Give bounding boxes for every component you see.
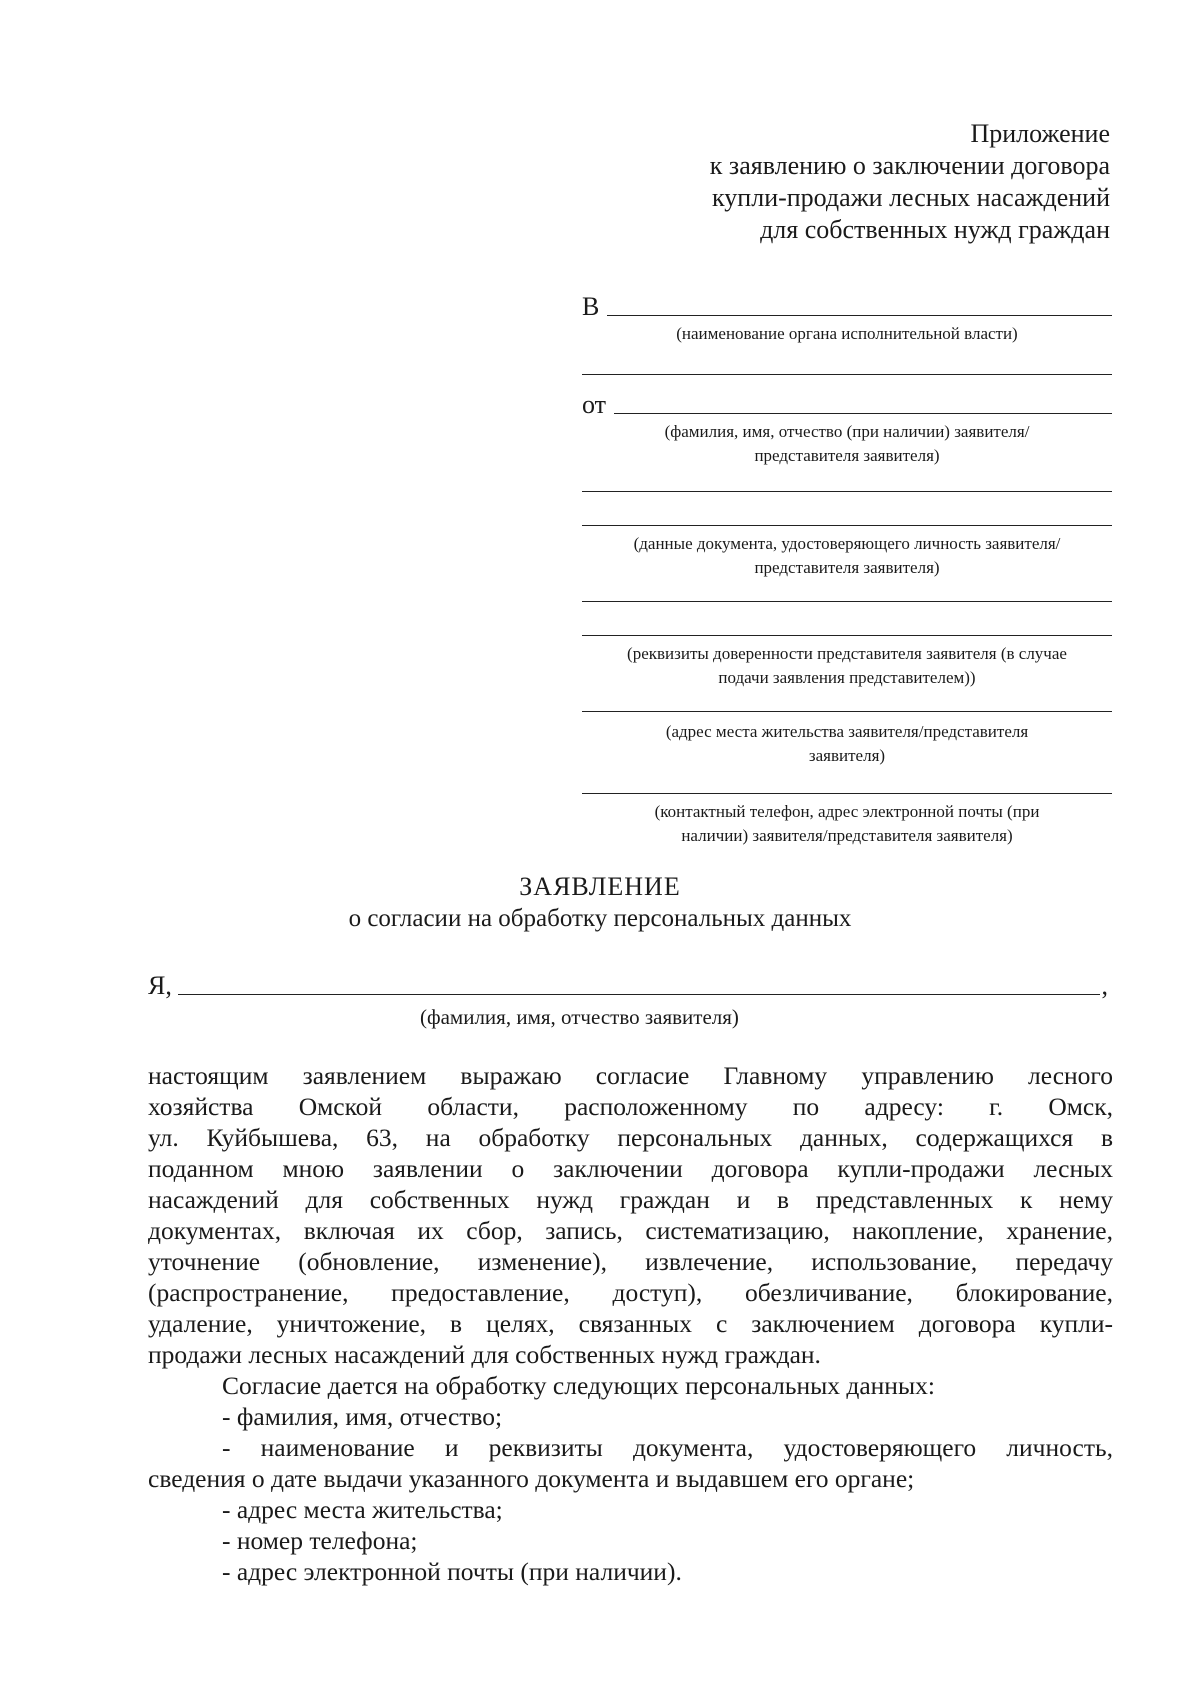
appendix-line-3: купли-продажи лесных насаждений: [712, 183, 1110, 212]
appendix-line-1: Приложение: [970, 119, 1110, 148]
list-item-email: - адрес электронной почты (при наличии).: [222, 1557, 682, 1586]
appendix-line-2: к заявлению о заключении договора: [709, 151, 1110, 180]
statement-body: [148, 1060, 1113, 1587]
consent-intro: Согласие дается на обработку следующих персональных данных:: [222, 1371, 935, 1400]
body-line-10: продажи лесных насаждений для собственных нужд граждан.: [148, 1340, 821, 1369]
address-blank-line[interactable]: [582, 710, 1112, 712]
body-line-6: документах, включая их сбор, запись, систематизацию, накопление, хранение,: [148, 1216, 1113, 1245]
document-blank-line[interactable]: [582, 524, 1112, 526]
appendix-line-4: для собственных нужд граждан: [760, 215, 1110, 244]
address-caption-2: заявителя): [808, 746, 886, 765]
list-item-fio: - фамилия, имя, отчество;: [222, 1402, 503, 1431]
body-line-4: поданном мною заявлении о заключении договора купли-продажи лесных: [148, 1154, 1113, 1183]
contact-blank-line[interactable]: [582, 792, 1112, 794]
document-caption-2: представителя заявителя): [754, 558, 940, 577]
statement-title: ЗАЯВЛЕНИЕ: [519, 872, 681, 901]
contact-caption-1: (контактный телефон, адрес электронной почты (при: [654, 802, 1040, 821]
applicant-blank-line[interactable]: [582, 490, 1112, 492]
applicant-caption-2: представителя заявителя): [754, 446, 940, 465]
list-item-document-1: - наименование и реквизиты документа, удостоверяющего личность,: [222, 1433, 1113, 1462]
appendix-header: [710, 118, 1110, 246]
body-line-8: (распространение, предоставление, доступ), обезличивание, блокирование,: [148, 1278, 1113, 1307]
to-blank-line[interactable]: [607, 314, 1112, 316]
ya-label: Я,: [148, 971, 172, 1000]
body-line-7: уточнение (обновление, изменение), извлечение, использование, передачу: [148, 1247, 1113, 1276]
document-caption-1: (данные документа, удостоверяющего личность заявителя/: [633, 534, 1061, 553]
to-blank-line-2[interactable]: [582, 373, 1112, 375]
applicant-name-blank-line[interactable]: [178, 993, 1100, 995]
document-blank-line-2[interactable]: [582, 600, 1112, 602]
to-label: В: [582, 292, 600, 321]
contact-caption-2: наличии) заявителя/представителя заявителя): [681, 826, 1013, 845]
power-blank-line[interactable]: [582, 634, 1112, 636]
body-line-2: хозяйства Омской области, расположенному по адресу: г. Омск,: [148, 1092, 1113, 1121]
address-caption-1: (адрес места жительства заявителя/представителя: [665, 722, 1029, 741]
body-line-5: насаждений для собственных нужд граждан и в представленных к нему: [148, 1185, 1113, 1214]
ya-comma: ,: [1101, 971, 1108, 1000]
list-item-address: - адрес места жительства;: [222, 1495, 503, 1524]
applicant-name-caption: (фамилия, имя, отчество заявителя): [420, 1005, 739, 1029]
to-field[interactable]: [582, 286, 1112, 320]
to-caption: (наименование органа исполнительной власти): [676, 324, 1018, 343]
from-field[interactable]: [582, 384, 1112, 418]
applicant-caption-1: (фамилия, имя, отчество (при наличии) заявителя/: [664, 422, 1030, 441]
list-item-phone: - номер телефона;: [222, 1526, 418, 1555]
statement-subtitle: о согласии на обработку персональных данных: [348, 905, 852, 932]
body-line-1: настоящим заявлением выражаю согласие Главному управлению лесного: [148, 1061, 1113, 1090]
from-label: от: [582, 390, 607, 419]
power-caption-2: подачи заявления представителем)): [718, 668, 976, 687]
from-blank-line[interactable]: [614, 412, 1112, 414]
body-line-9: удаление, уничтожение, в целях, связанных с заключением договора купли-: [148, 1309, 1113, 1338]
list-item-document-2: сведения о дате выдачи указанного документа и выдавшем его органе;: [148, 1464, 915, 1493]
applicant-name-field[interactable]: [148, 972, 1108, 1000]
power-caption-1: (реквизиты доверенности представителя заявителя (в случае: [627, 644, 1067, 663]
body-line-3: ул. Куйбышева, 63, на обработку персональных данных, содержащихся в: [148, 1123, 1113, 1152]
